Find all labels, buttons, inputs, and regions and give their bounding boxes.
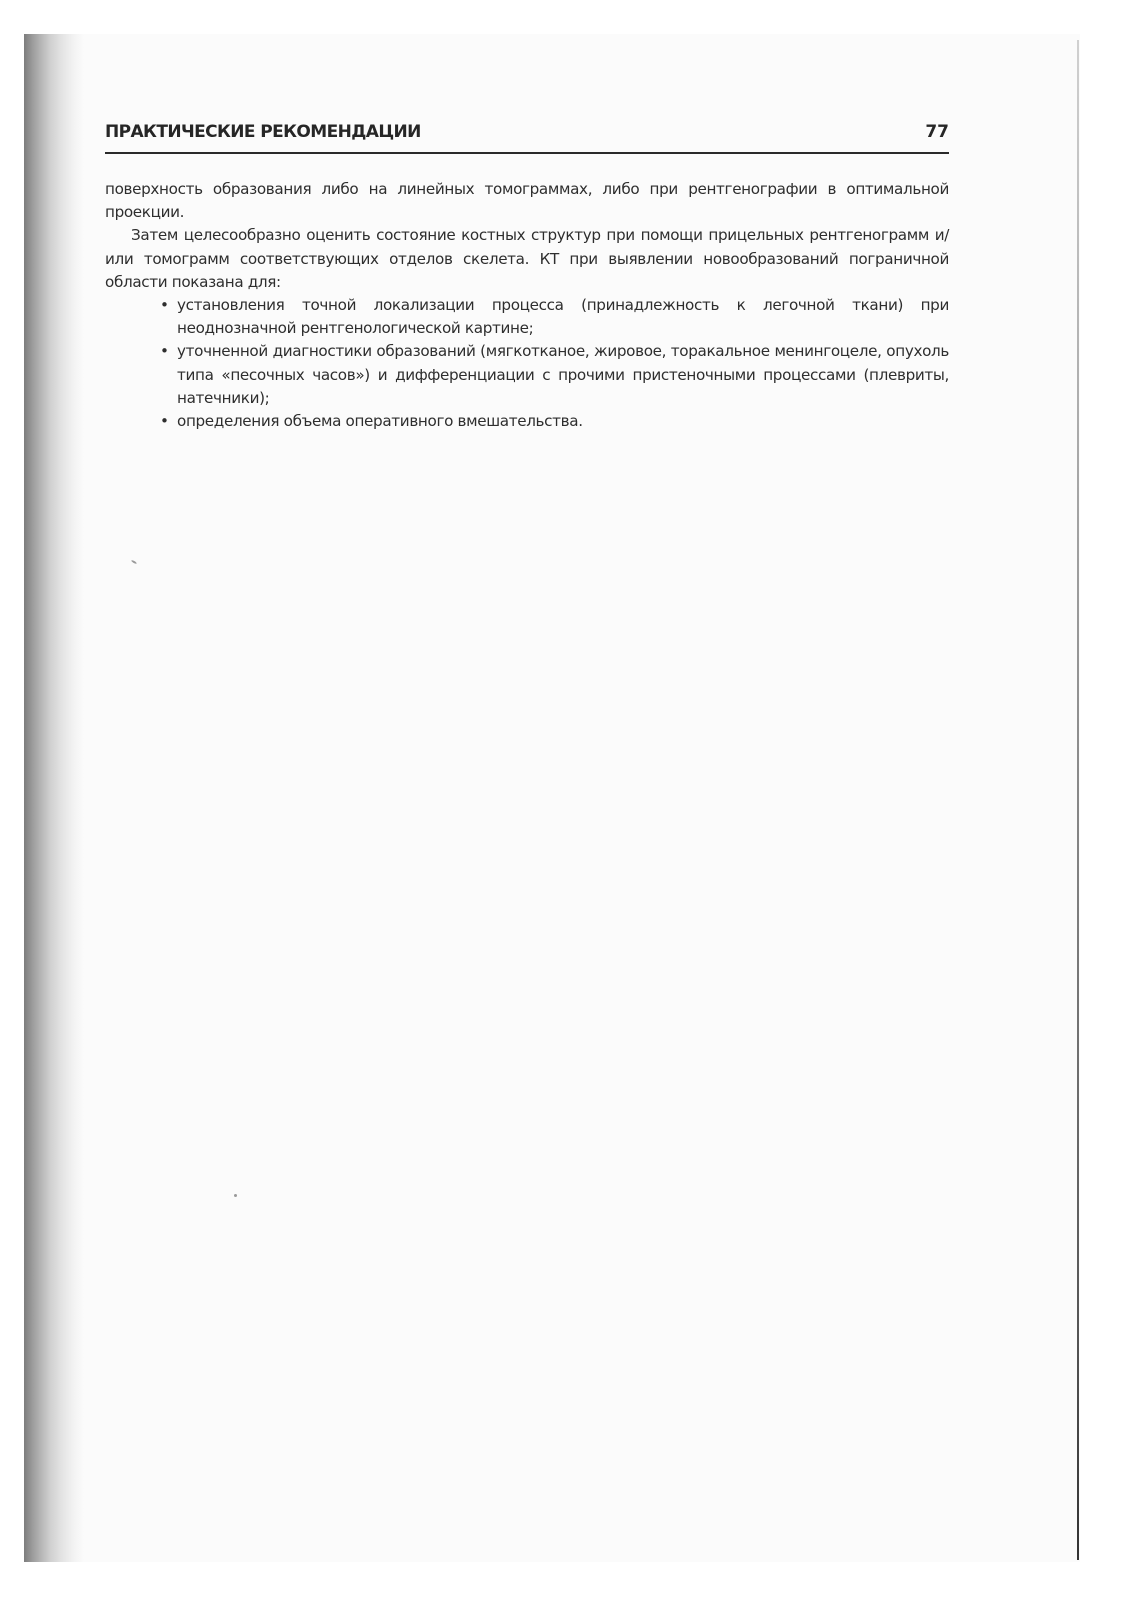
bullet-icon: • (160, 296, 169, 315)
bullet-list (105, 294, 949, 433)
list-item-text: уточненной диагностики образований (мягкотканое, жировое, торакальное менингоцеле, опухоль типа «песочных часов») и дифференциации с прочими пристеночными процессами (плевриты, натечники); (177, 342, 949, 407)
header-rule (105, 152, 949, 154)
list-item (160, 294, 949, 340)
paragraph: поверхность образования либо на линейных томограммах, либо при рентгенографии в оптимальной проекции. (105, 180, 949, 222)
bullet-icon: • (160, 412, 169, 431)
running-title: ПРАКТИЧЕСКИЕ РЕКОМЕНДАЦИИ (105, 122, 421, 142)
page-number: 77 (925, 122, 949, 142)
page-edge (1077, 40, 1079, 1560)
binding-shadow (24, 34, 84, 1562)
bullet-icon: • (160, 342, 169, 361)
list-item (160, 410, 949, 433)
list-item-text: определения объема оперативного вмешательства. (177, 412, 583, 431)
running-header (105, 120, 949, 156)
body-text (105, 178, 949, 433)
list-item-text: установления точной локализации процесса (принадлежность к легочной ткани) при неоднозначной рентгенологической картине; (177, 296, 949, 338)
list-item (160, 340, 949, 410)
scan-speck (234, 1194, 237, 1197)
paragraph: Затем целесообразно оценить состояние костных структур при помощи прицельных рентгенограмм и/или томограмм соответствующих отделов скелета. КТ при выявлении новообразований пограничной области показана для: (105, 226, 949, 291)
